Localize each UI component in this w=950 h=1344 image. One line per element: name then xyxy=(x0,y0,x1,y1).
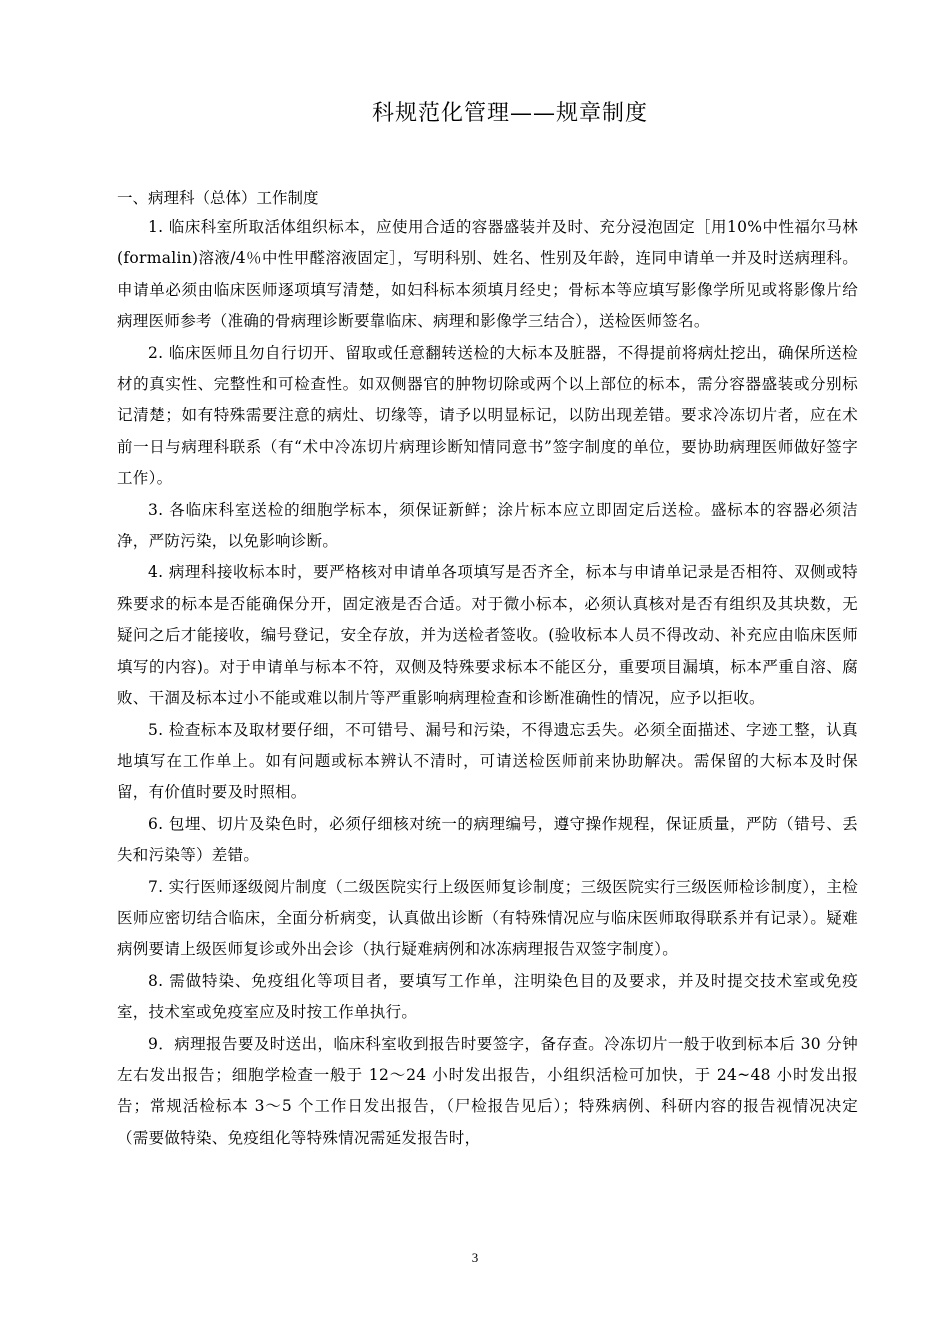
paragraph-4: 4. 病理科接收标本时，要严格核对申请单各项填写是否齐全，标本与申请单记录是否相符、双侧或特殊要求的标本是否能确保分开，固定液是否合适。对于微小标本，必须认真核对是否有组织及其块数，无疑问之后才能接收，编号登记，安全存放，并为送检者签收。(验收标本人员不得改动、补充应由临床医师填写的内容)。对于申请单与标本不符，双侧及特殊要求标本不能区分，重要项目漏填，标本严重自溶、腐败、干涸及标本过小不能或难以制片等严重影响病理检查和诊断准确性的情况，应予以拒收。 xyxy=(117,563,858,708)
paragraph-1: 1. 临床科室所取活体组织标本，应使用合适的容器盛装并及时、充分浸泡固定［用10%中性福尔马林(formalin)溶液/4％中性甲醛溶液固定］，写明科别、姓名、性别及年龄，连同申请单一并及时送病理科。申请单必须由临床医师逐项填写清楚，如妇科标本须填月经史；骨标本等应填写影像学所见或将影像片给病理医师参考（准确的骨病理诊断要靠临床、病理和影像学三结合），送检医师签名。 xyxy=(117,218,858,331)
paragraph-8: 8. 需做特染、免疫组化等项目者，要填写工作单，注明染色目的及要求，并及时提交技术室或免疫室，技术室或免疫室应及时按工作单执行。 xyxy=(117,971,858,1022)
document-body xyxy=(117,212,858,1154)
paragraph-3: 3. 各临床科室送检的细胞学标本，须保证新鲜；涂片标本应立即固定后送检。盛标本的容器必须洁净，严防污染，以免影响诊断。 xyxy=(117,500,858,551)
page-title: 科规范化管理——规章制度 xyxy=(371,101,648,126)
page-number: 3 xyxy=(471,1250,479,1265)
paragraph-6: 6. 包埋、切片及染色时，必须仔细核对统一的病理编号，遵守操作规程，保证质量，严防（错号、丢失和污染等）差错。 xyxy=(117,814,858,865)
section-heading: 一、病理科（总体）工作制度 xyxy=(117,189,319,207)
paragraph-5: 5. 检查标本及取材要仔细，不可错号、漏号和污染，不得遗忘丢失。必须全面描述、字迹工整，认真地填写在工作单上。如有问题或标本辨认不清时，可请送检医师前来协助解决。需保留的大标本及时保留，有价值时要及时照相。 xyxy=(117,720,858,802)
paragraph-2: 2. 临床医师且勿自行切开、留取或任意翻转送检的大标本及脏器，不得提前将病灶挖出，确保所送检材的真实性、完整性和可检查性。如双侧器官的肿物切除或两个以上部位的标本，需分容器盛装或分别标记清楚；如有特殊需要注意的病灶、切缘等，请予以明显标记，以防出现差错。要求冷冻切片者，应在术前一日与病理科联系（有“术中冷冻切片病理诊断知情同意书”签字制度的单位，要协助病理医师做好签字工作）。 xyxy=(117,343,858,488)
paragraph-9: 9．病理报告要及时送出，临床科室收到报告时要签字，备存查。冷冻切片一般于收到标本后 30 分钟左右发出报告；细胞学检查一般于 12～24 小时发出报告，小组织活检可加快，于 24~48 小时发出报告；常规活检标本 3～5 个工作日发出报告，（尸检报告见后）；特殊病例、科研内容的报告视情况决定（需要做特染、免疫组化等特殊情况需延发报告时， xyxy=(117,1034,858,1147)
paragraph-7: 7. 实行医师逐级阅片制度（二级医院实行上级医师复诊制度；三级医院实行三级医师检诊制度），主检医师应密切结合临床，全面分析病变，认真做出诊断（有特殊情况应与临床医师取得联系并有记录）。疑难病例要请上级医师复诊或外出会诊（执行疑难病例和冰冻病理报告双签字制度）。 xyxy=(117,877,858,959)
